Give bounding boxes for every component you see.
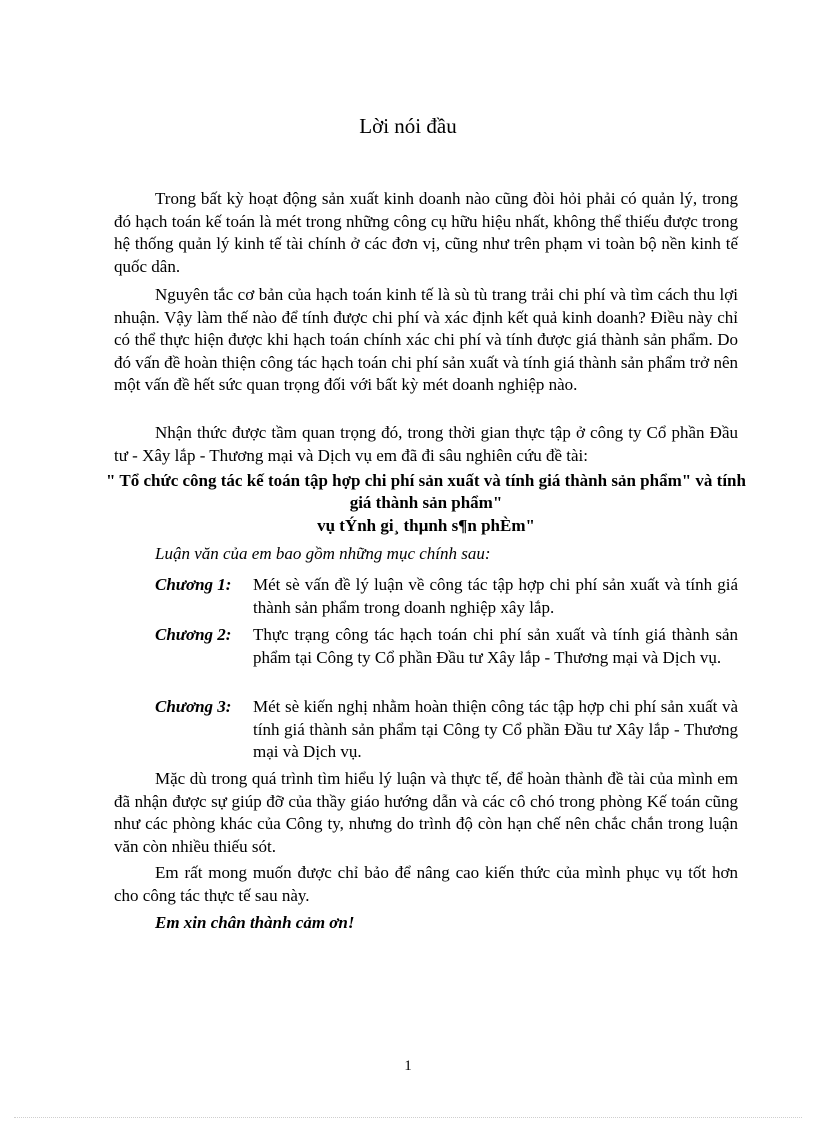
chapter-text: Mét sè vấn đề lý luận về công tác tập hợp chi phí sản xuất và tính giá thành sản phẩm trong doanh nghiệp xây lắp. [253,575,738,617]
paragraph-awareness: Nhận thức được tầm quan trọng đó, trong thời gian thực tập ở công ty Cổ phần Đầu tư - Xây lắp - Thương mại và Dịch vụ em đã đi sâu nghiên cứu đề tài: [114,423,738,465]
chapter-label: Chương 1: [155,575,232,594]
page-bottom-rule [14,1117,802,1118]
paragraph-principle: Nguyên tắc cơ bản của hạch toán kinh tế là sù tù trang trải chi phí và tìm cách thu lợi nhuận. Vậy làm thế nào để tính được chi phí và xác định kết quả kinh doanh? Điều này chỉ có thể thực hiện được khi hạch toán chính xác chi phí và tính được giá thành sản phẩm. Do đó vấn đề hoàn thiện công tác hạch toán chi phí sản xuất và tính giá thành sản phẩm trở nên một vấn đề hết sức quan trọng đối với bất kỳ mét doanh nghiệp nào. [114,285,738,394]
topic-title: " Tổ chức công tác kế toán tập hợp chi phí sản xuất và tính giá thành sản phẩm" và tính giá thành sản phẩm" [106,471,746,512]
chapter-text: Mét sè kiến nghị nhằm hoàn thiện công tác tập hợp chi phí sản xuất và tính giá thành sản phẩm tại Công ty Cổ phần Đầu tư Xây lắp - Thương mại và Dịch vụ. [253,697,738,761]
chapters-intro: Luận văn của em bao gồm những mục chính sau: [155,544,491,563]
chapter-label: Chương 2: [155,625,232,644]
thanks-line: Em xin chân thành cảm ơn! [155,913,355,932]
page-number: 1 [404,1058,412,1074]
chapter-label: Chương 3: [155,697,232,716]
page-title: Lời nói đầu [359,114,457,138]
chapter-text: Thực trạng công tác hạch toán chi phí sản xuất và tính giá thành sản phẩm tại Công ty Cổ phần Đầu tư Xây lắp - Thương mại và Dịch vụ. [253,625,738,667]
chapter-item [155,624,738,669]
paragraph-acknowledgement: Mặc dù trong quá trình tìm hiểu lý luận và thực tế, để hoàn thành đề tài của mình em đã nhận được sự giúp đỡ của thầy giáo hướng dẫn và các cô chó trong phòng Kế toán cũng như các phòng khác của Công ty, nhưng do trình độ còn hạn chế nên chắc chắn trong luận văn còn nhiều thiếu sót. [114,769,738,856]
topic-title-garbled: vụ tÝnh gi¸ thµnh s¶n phÈm" [317,516,535,535]
chapter-item [155,574,738,619]
paragraph-wish: Em rất mong muốn được chỉ bảo để nâng cao kiến thức của mình phục vụ tốt hơn cho công tác thực tế sau này. [114,863,738,905]
chapter-item [155,696,738,764]
paragraph-intro: Trong bất kỳ hoạt động sản xuất kinh doanh nào cũng đòi hỏi phải có quản lý, trong đó hạch toán kế toán là mét trong những công cụ hữu hiệu nhất, không thể thiếu được trong hệ thống quản lý kinh tế tài chính ở các đơn vị, cũng như trên phạm vi toàn bộ nền kinh tế quốc dân. [114,189,738,276]
